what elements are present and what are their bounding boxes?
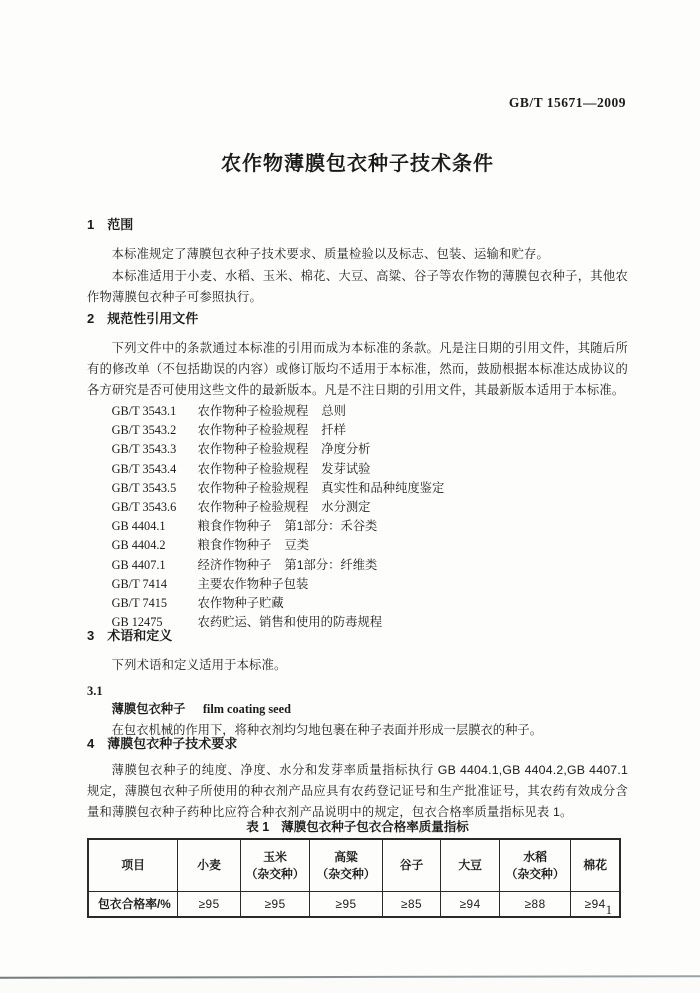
reference-code: GB/T 3543.4 xyxy=(111,461,177,476)
reference-item xyxy=(112,460,628,479)
reference-code: GB/T 3543.1 xyxy=(111,404,177,418)
reference-item xyxy=(112,440,628,459)
reference-item xyxy=(112,556,628,575)
reference-code: GB/T 3543.6 xyxy=(111,500,177,515)
reference-part: 第1部分：禾谷类 xyxy=(284,519,378,534)
table-value-cell: ≥95 xyxy=(241,892,310,916)
clause-number: 3.1 xyxy=(87,683,103,698)
standard-number: GB/T 15671—2009 xyxy=(508,95,626,110)
paragraph: 薄膜包衣种子的纯度、净度、水分和发芽率质量指标执行 GB 4404.1,GB 4404.2,GB 4407.1 规定，薄膜包衣种子所使用的种衣剂产品应具有农药登记证号和生产批准证号，其农药有效成分含量和薄膜包衣种子药种比应符合种衣剂产品说明中的规定，包衣合格率质量指标见表 1。 xyxy=(87,763,628,819)
reference-code: GB/T 3543.5 xyxy=(111,480,177,495)
header-line1: 水稻 xyxy=(523,849,547,864)
table-header-row xyxy=(89,840,619,892)
reference-list xyxy=(87,402,628,632)
table-header-cell xyxy=(310,840,382,892)
header-line2: （杂交种） xyxy=(245,866,305,881)
reference-item xyxy=(112,498,628,517)
reference-code: GB/T 3543.3 xyxy=(111,442,177,457)
reference-name: 农药贮运、销售和使用的防毒规程 xyxy=(197,615,383,630)
term-definition: 在包衣机械的作用下，将种衣剂均匀地包裹在种子表面并形成一层膜衣的种子。 xyxy=(111,722,542,737)
reference-name: 农作物种子检验规程 xyxy=(197,500,309,515)
section-heading xyxy=(87,628,628,644)
table-header-cell xyxy=(571,840,619,892)
header-line2: （杂交种） xyxy=(505,866,565,881)
term-english: film coating seed xyxy=(202,701,291,716)
table-value-cell: ≥94 xyxy=(584,896,606,911)
section-number: 4 xyxy=(87,736,95,751)
section-heading xyxy=(87,311,628,327)
paragraph: 本标准适用于小麦、水稻、玉米、棉花、大豆、高粱、谷子等农作物的薄膜包衣种子，其他农作物薄膜包衣种子可参照执行。 xyxy=(87,268,628,304)
document-title: 农作物薄膜包衣种子技术条件 xyxy=(221,153,494,175)
paragraph: 下列文件中的条款通过本标准的引用而成为本标准的条款。凡是注日期的引用文件，其随后所有的修改单（不包括勘误的内容）或修订版均不适用于本标准，然而，鼓励根据本标准达成协议的各方研究是否可使用这些文件的最新版本。凡是不注日期的引用文件，其最新版本适用于本标准。 xyxy=(87,341,628,397)
reference-name: 主要农作物种子包装 xyxy=(197,576,309,591)
reference-item xyxy=(112,517,628,536)
reference-name: 农作物种子检验规程 xyxy=(197,461,309,476)
reference-code: GB 4404.1 xyxy=(111,519,166,534)
page-number: 1 xyxy=(605,903,612,917)
scan-margin-bottom xyxy=(0,978,700,993)
table-caption-text: 薄膜包衣种子包衣合格率质量指标 xyxy=(281,820,469,834)
reference-item xyxy=(112,421,628,440)
reference-item xyxy=(112,479,628,498)
section-technical-requirements xyxy=(87,736,628,918)
reference-name: 经济作物种子 xyxy=(197,557,272,572)
header-line1: 项目 xyxy=(121,858,145,872)
reference-part: 真实性和品种纯度鉴定 xyxy=(321,480,445,495)
section-normative-references xyxy=(87,311,628,632)
reference-code: GB 12475 xyxy=(111,615,163,630)
reference-part: 总则 xyxy=(321,404,346,418)
section-number: 1 xyxy=(87,217,95,232)
table-value-cell: ≥94 xyxy=(441,892,500,916)
table-header-cell xyxy=(441,840,500,892)
section-heading-text: 规范性引用文件 xyxy=(107,311,199,326)
reference-name: 粮食作物种子 xyxy=(197,538,272,553)
reference-code: GB/T 3543.2 xyxy=(111,423,177,438)
header-line1: 谷子 xyxy=(399,858,424,872)
reference-part: 水分测定 xyxy=(321,500,371,515)
reference-name: 农作物种子检验规程 xyxy=(197,480,309,495)
table-value-cell: ≥85 xyxy=(383,892,442,916)
term-chinese: 薄膜包衣种子 xyxy=(111,701,186,716)
reference-name: 农作物种子检验规程 xyxy=(197,404,309,418)
reference-part: 第1部分：纤维类 xyxy=(284,557,378,572)
paragraph: 本标准规定了薄膜包衣种子技术要求、质量检验以及标志、包装、运输和贮存。 xyxy=(111,247,549,261)
header-line1: 高粱 xyxy=(334,849,358,864)
header-line1: 玉米 xyxy=(263,849,287,864)
reference-part: 豆类 xyxy=(284,538,309,553)
term-line xyxy=(87,699,628,720)
reference-item xyxy=(112,536,628,555)
table-data-row xyxy=(89,892,619,916)
reference-part: 发芽试验 xyxy=(321,461,371,476)
reference-name: 粮食作物种子 xyxy=(197,519,272,534)
header-line2: （杂交种） xyxy=(316,866,376,881)
header-line1: 大豆 xyxy=(458,858,482,872)
section-terms-definitions xyxy=(87,628,628,741)
table-header-cell xyxy=(383,840,442,892)
reference-name: 农作物种子检验规程 xyxy=(197,442,309,457)
reference-item xyxy=(112,402,628,421)
reference-code: GB/T 7415 xyxy=(111,596,168,611)
table-header-cell xyxy=(89,840,178,892)
header-line1: 小麦 xyxy=(197,858,221,872)
section-scope xyxy=(87,217,628,309)
table-header-cell xyxy=(500,840,571,892)
table-1 xyxy=(87,838,621,918)
header-line1: 棉花 xyxy=(583,858,607,872)
reference-code: GB/T 7414 xyxy=(111,576,168,591)
table-caption-label: 表 1 xyxy=(246,820,270,834)
section-heading xyxy=(87,736,628,752)
section-heading-text: 术语和定义 xyxy=(107,628,173,643)
section-heading-text: 范围 xyxy=(107,217,134,232)
reference-name: 农作物种子检验规程 xyxy=(197,423,309,438)
section-number: 3 xyxy=(87,628,95,643)
section-heading-text: 薄膜包衣种子技术要求 xyxy=(107,736,238,751)
paragraph: 下列术语和定义适用于本标准。 xyxy=(111,658,287,672)
reference-item xyxy=(112,575,628,594)
reference-item xyxy=(112,594,628,613)
reference-name: 农作物种子贮藏 xyxy=(197,596,284,611)
section-heading xyxy=(87,217,628,233)
table-row-label: 包衣合格率/% xyxy=(89,892,178,916)
reference-code: GB 4407.1 xyxy=(111,557,166,572)
table-value-cell: ≥95 xyxy=(310,892,382,916)
table-header-cell xyxy=(241,840,310,892)
reference-code: GB 4404.2 xyxy=(111,538,166,553)
table-header-cell xyxy=(178,840,241,892)
table-value-cell: ≥95 xyxy=(178,892,241,916)
reference-part: 净度分析 xyxy=(321,442,371,457)
section-number: 2 xyxy=(87,311,95,326)
table-value-cell: ≥88 xyxy=(500,892,571,916)
reference-part: 扦样 xyxy=(321,423,346,438)
